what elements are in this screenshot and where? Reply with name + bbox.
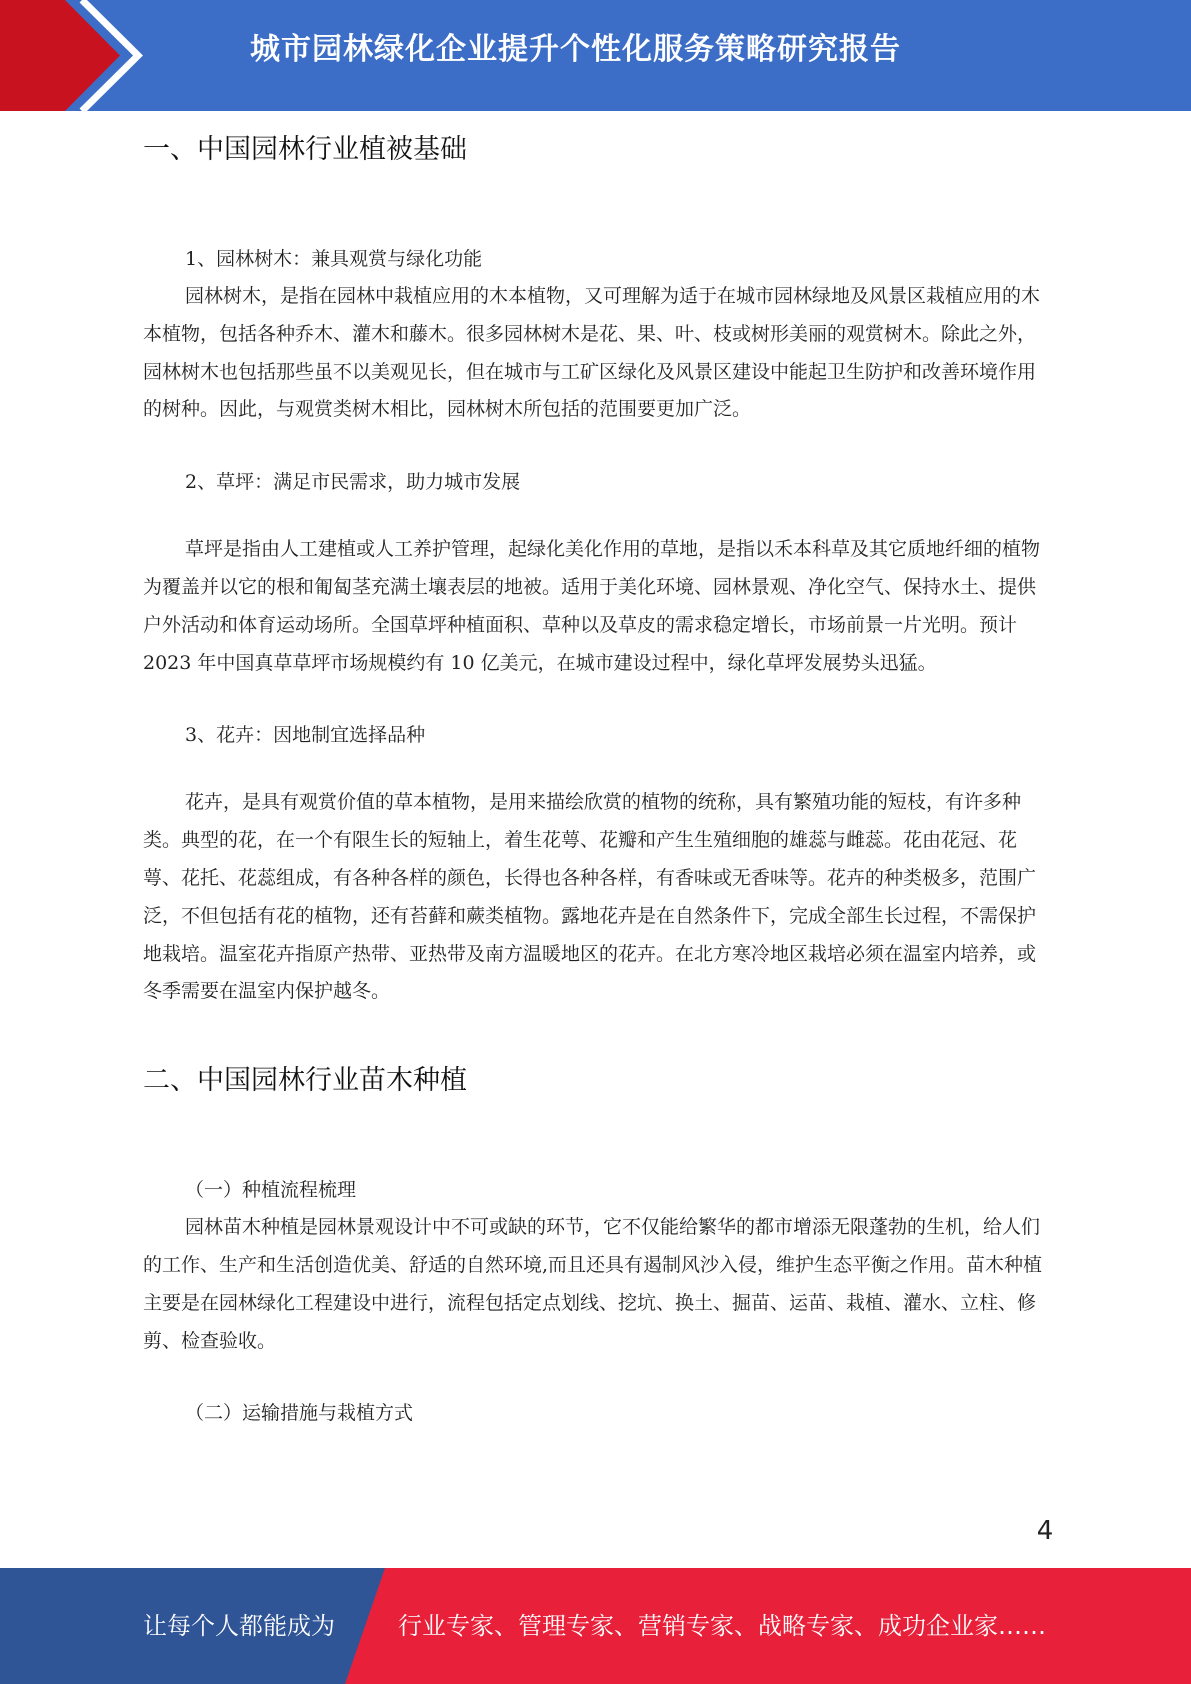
footer-banner <box>0 1568 1191 1684</box>
paragraph-flowers: 花卉，是具有观赏价值的草本植物，是用来描绘欣赏的植物的统称，具有繁殖功能的短枝，有许多种类。典型的花，在一个有限生长的短轴上，着生花萼、花瓣和产生生殖细胞的雄蕊与雌蕊。花由花冠、花萼、花托、花蕊组成，有各种各样的颜色，长得也各种各样，有香味或无香味等。花卉的种类极多，范围广泛，不但包括有花的植物，还有苔藓和蕨类植物。露地花卉是在自然条件下，完成全部生长过程，不需保护地栽培。温室花卉指原产热带、亚热带及南方温暖地区的花卉。在北方寒冷地区栽培必须在温室内培养，或冬季需要在温室内保护越冬。 <box>143 791 1037 1003</box>
subsection-title-planting-process: （一）种植流程梳理 <box>185 1179 357 1202</box>
paragraph-planting-process: 园林苗木种植是园林景观设计中不可或缺的环节，它不仅能给繁华的都市增添无限蓬勃的生机，给人们的工作、生产和生活创造优美、舒适的自然环境,而且还具有遏制风沙入侵，维护生态平衡之作用。苗木种植主要是在园林绿化工程建设中进行，流程包括定点划线、挖坑、换土、掘苗、运苗、栽植、灌水、立柱、修剪、检查验收。 <box>143 1216 1043 1352</box>
footer-slogan-right: 行业专家、管理专家、营销专家、战略专家、成功企业家…… <box>398 1612 1046 1640</box>
subsection-title-transport: （二）运输措施与栽植方式 <box>185 1402 414 1425</box>
paragraph-trees: 园林树木，是指在园林中栽植应用的木本植物，又可理解为适于在城市园林绿地及风景区栽植应用的木本植物，包括各种乔木、灌木和藤木。很多园林树木是花、果、叶、枝或树形美丽的观赏树木。除此之外，园林树木也包括那些虽不以美观见长，但在城市与工矿区绿化及风景区建设中能起卫生防护和改善环境作用的树种。因此，与观赏类树木相比，园林树木所包括的范围要更加广泛。 <box>143 285 1041 421</box>
subsection-title-lawn: 2、草坪：满足市民需求，助力城市发展 <box>185 471 521 494</box>
page-number: 4 <box>1036 1516 1054 1546</box>
section-heading-2: 二、中国园林行业苗木种植 <box>143 1065 467 1097</box>
document-body <box>143 122 1048 1432</box>
footer-slogan-left: 让每个人都能成为 <box>143 1612 335 1640</box>
subsection-title-trees: 1、园林树木：兼具观赏与绿化功能 <box>185 248 483 270</box>
paragraph-lawn: 草坪是指由人工建植或人工养护管理，起绿化美化作用的草地，是指以禾本科草及其它质地纤细的植物为覆盖并以它的根和匍匐茎充满土壤表层的地被。适用于美化环境、园林景观、净化空气、保持水土、提供户外活动和体育运动场所。全国草坪种植面积、草种以及草皮的需求稳定增长，市场前景一片光明。预计 2023 年中国真草草坪市场规模约有 10 亿美元，在城市建设过程中，绿化草坪发展势头迅猛。 <box>143 538 1041 674</box>
section-heading-1: 一、中国园林行业植被基础 <box>143 134 467 165</box>
subsection-title-flowers: 3、花卉：因地制宜选择品种 <box>185 724 426 747</box>
report-title: 城市园林绿化企业提升个性化服务策略研究报告 <box>250 32 901 67</box>
header-banner <box>0 0 1191 111</box>
red-chevron-decoration <box>0 0 160 111</box>
